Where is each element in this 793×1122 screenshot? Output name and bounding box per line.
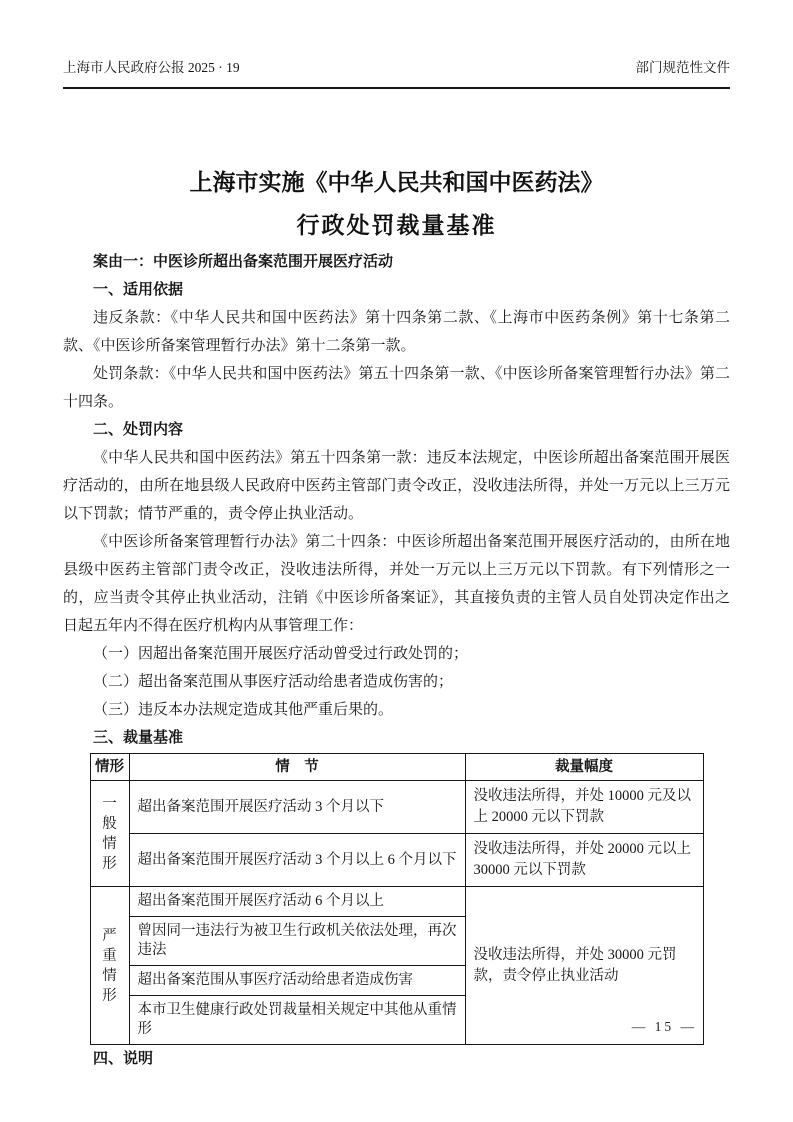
table-row <box>90 781 703 834</box>
range-cell: 没收违法所得，并处 10000 元及以上 20000 元以下罚款 <box>465 781 703 834</box>
table-row <box>90 887 703 917</box>
circumstance-cell: 曾因同一违法行为被卫生行政机关依法处理，再次违法 <box>129 917 465 966</box>
list-item-1: （一）因超出备案范围开展医疗活动曾受过行政处罚的； <box>93 646 469 662</box>
circumstance-cell: 超出备案范围从事医疗活动给患者造成伤害 <box>129 966 465 996</box>
case-heading: 案由一：中医诊所超出备案范围开展医疗活动 <box>93 253 394 270</box>
header-gazette-title: 上海市人民政府公报 2025 · 19 <box>63 60 240 75</box>
section4-heading: 四、说明 <box>93 1050 154 1067</box>
page-number: — 15 — <box>631 1019 697 1034</box>
range-cell: 没收违法所得，并处 20000 元以上 30000 元以下罚款 <box>465 834 703 887</box>
circumstance-cell: 超出备案范围开展医疗活动 3 个月以下 <box>129 781 465 834</box>
column-header-discretion-range: 裁量幅度 <box>465 754 703 781</box>
header-document-category: 部门规范性文件 <box>635 60 730 75</box>
column-header-circumstance: 情 节 <box>129 754 465 781</box>
document-title-line2: 行政处罚裁量基准 <box>296 212 497 238</box>
running-header <box>63 58 730 87</box>
column-header-situation: 情形 <box>90 754 129 781</box>
circumstance-cell: 超出备案范围开展医疗活动 3 个月以上 6 个月以下 <box>129 834 465 887</box>
section3-heading: 三、裁量基准 <box>93 729 184 746</box>
circumstance-cell: 本市卫生健康行政处罚裁量相关规定中其他从重情形 <box>129 996 465 1045</box>
range-cell-severe: 没收违法所得，并处 30000 元罚款，责令停止执业活动 <box>465 887 703 1045</box>
document-title <box>63 161 730 247</box>
section2-heading: 二、处罚内容 <box>93 421 184 438</box>
list-item-2: （二）超出备案范围从事医疗活动给患者造成伤害的； <box>93 674 454 690</box>
paragraph-law-article54: 《中华人民共和国中医药法》第五十四条第一款：违反本法规定，中医诊所超出备案范围开展医疗活动的，由所在地县级人民政府中医药主管部门责令改正，没收违法所得，并处一万元以上三万元以下罚款；情节严重的，责令停止执业活动。 <box>63 450 730 522</box>
penalty-discretion-table <box>90 753 704 1045</box>
paragraph-violation-clauses: 违反条款：《中华人民共和国中医药法》第十四条第二款、《上海市中医药条例》第十七条第二款、《中医诊所备案管理暂行办法》第十二条第一款。 <box>63 310 730 354</box>
table-row <box>90 834 703 887</box>
document-title-line1: 上海市实施《中华人民共和国中医药法》 <box>189 169 604 195</box>
header-rule <box>63 87 730 89</box>
table-header-row <box>90 754 703 781</box>
paragraph-measure-article24: 《中医诊所备案管理暂行办法》第二十四条：中医诊所超出备案范围开展医疗活动的，由所在地县级中医药主管部门责令改正，没收违法所得，并处一万元以上三万元以下罚款。有下列情形之一的，应当责令其停止执业活动，注销《中医诊所备案证》，其直接负责的主管人员自处罚决定作出之日起五年内不得在医疗机构内从事管理工作： <box>63 534 730 634</box>
document-body <box>63 248 730 1073</box>
category-cell-general: 一般情形 <box>90 781 129 887</box>
category-cell-severe: 严重情形 <box>90 887 129 1045</box>
paragraph-penalty-clauses: 处罚条款：《中华人民共和国中医药法》第五十四条第一款、《中医诊所备案管理暂行办法》第二十四条。 <box>63 366 730 410</box>
section1-heading: 一、适用依据 <box>93 281 184 298</box>
circumstance-cell: 超出备案范围开展医疗活动 6 个月以上 <box>129 887 465 917</box>
list-item-3: （三）违反本办法规定造成其他严重后果的。 <box>93 702 394 718</box>
